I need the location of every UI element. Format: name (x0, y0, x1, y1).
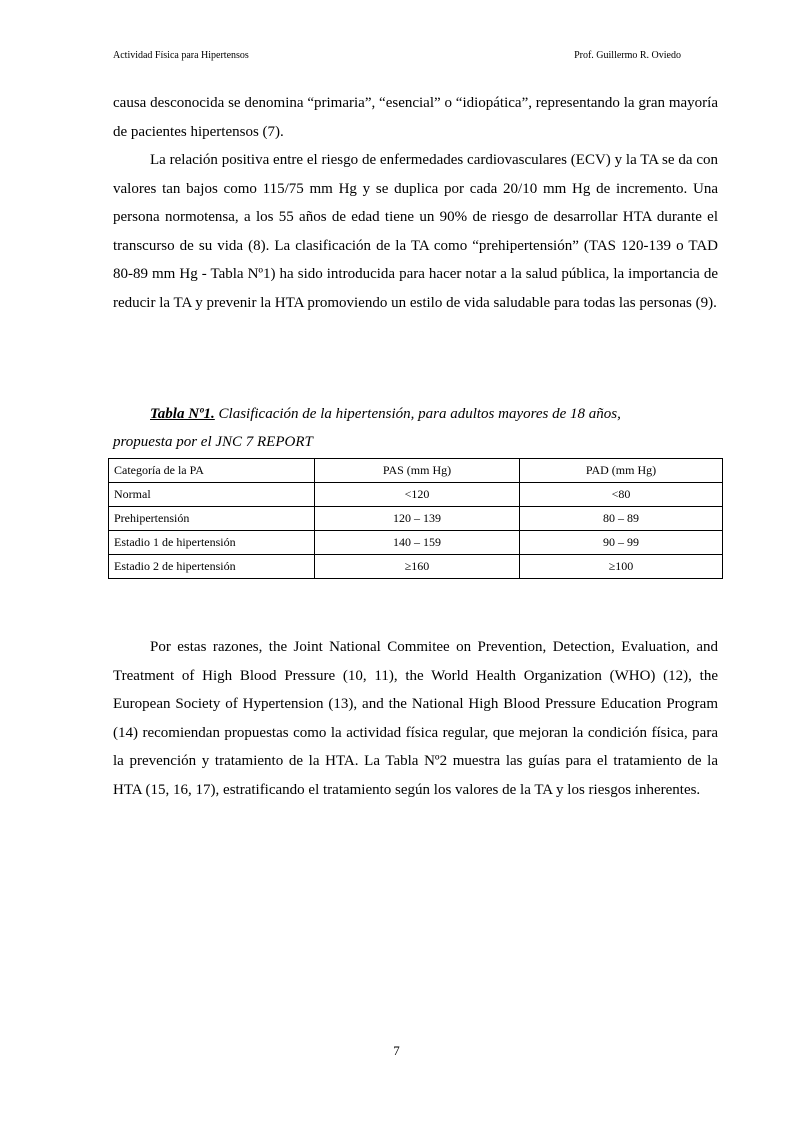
table-cell-pas: 140 – 159 (315, 531, 520, 555)
header-author: Prof. Guillermo R. Oviedo (574, 50, 681, 61)
table-cell-pad: <80 (520, 483, 723, 507)
table-cell-category: Normal (109, 483, 315, 507)
page-number: 7 (393, 1043, 400, 1058)
paragraph-recommendations: Por estas razones, the Joint National Commitee on Prevention, Detection, Evaluation, and Treatment of High Blood Pressure (10, 11), the World Health Organization (WHO) (12), the European Society of Hypertension (13), and the National High Blood Pressure Education Program (14) recomiendan propuestas como la actividad física regular, que mejoran la condición física, para la prevención y tratamiento de la HTA. La Tabla Nº2 muestra las guías para el tratamiento de la HTA (15, 16, 17), estratificando el tratamiento según los valores de la TA y los riesgos inherentes. (113, 639, 718, 798)
table-caption (113, 400, 713, 456)
table-cell-pad: 90 – 99 (520, 531, 723, 555)
table-cell-category: Prehipertensión (109, 507, 315, 531)
table-cell-pas: 120 – 139 (315, 507, 520, 531)
table-row (109, 555, 723, 579)
table-cell-pas: <120 (315, 483, 520, 507)
table-row (109, 507, 723, 531)
bp-classification-table (108, 458, 723, 579)
header-cell-category: Categoría de la PA (109, 459, 315, 483)
table-cell-pad: 80 – 89 (520, 507, 723, 531)
table-cell-pad: ≥100 (520, 555, 723, 579)
table-caption-line2: propuesta por el JNC 7 REPORT (113, 434, 313, 450)
table-cell-category: Estadio 1 de hipertensión (109, 531, 315, 555)
table-header-row (109, 459, 723, 483)
table-caption-line1: Clasificación de la hipertensión, para adultos mayores de 18 años, (214, 406, 621, 422)
table-row (109, 483, 723, 507)
table-row (109, 531, 723, 555)
paragraph-cardiovascular-risk: La relación positiva entre el riesgo de enfermedades cardiovasculares (ECV) y la TA se da con valores tan bajos como 115/75 mm Hg y se duplica por cada 20/10 mm Hg de incremento. Una persona normotensa, a los 55 años de edad tiene un 90% de riesgo de desarrollar HTA durante el transcurso de su vida (8). La clasificación de la TA como “prehipertensión” (TAS 120-139 o TAD 80-89 mm Hg - Tabla Nº1) ha sido introducida para hacer notar a la salud pública, la importancia de reducir la TA y prevenir la HTA promoviendo un estilo de vida saludable para todas las personas (9). (113, 152, 718, 311)
paragraph-continuation: causa desconocida se denomina “primaria”, “esencial” o “idiopática”, representando la gran mayoría de pacientes hipertensos (7). (113, 95, 718, 140)
table-label: Tabla Nº1. (150, 406, 215, 422)
table-cell-category: Estadio 2 de hipertensión (109, 555, 315, 579)
table-cell-pas: ≥160 (315, 555, 520, 579)
header-cell-pas: PAS (mm Hg) (315, 459, 520, 483)
header-cell-pad: PAD (mm Hg) (520, 459, 723, 483)
header-title: Actividad Física para Hipertensos (113, 50, 249, 61)
